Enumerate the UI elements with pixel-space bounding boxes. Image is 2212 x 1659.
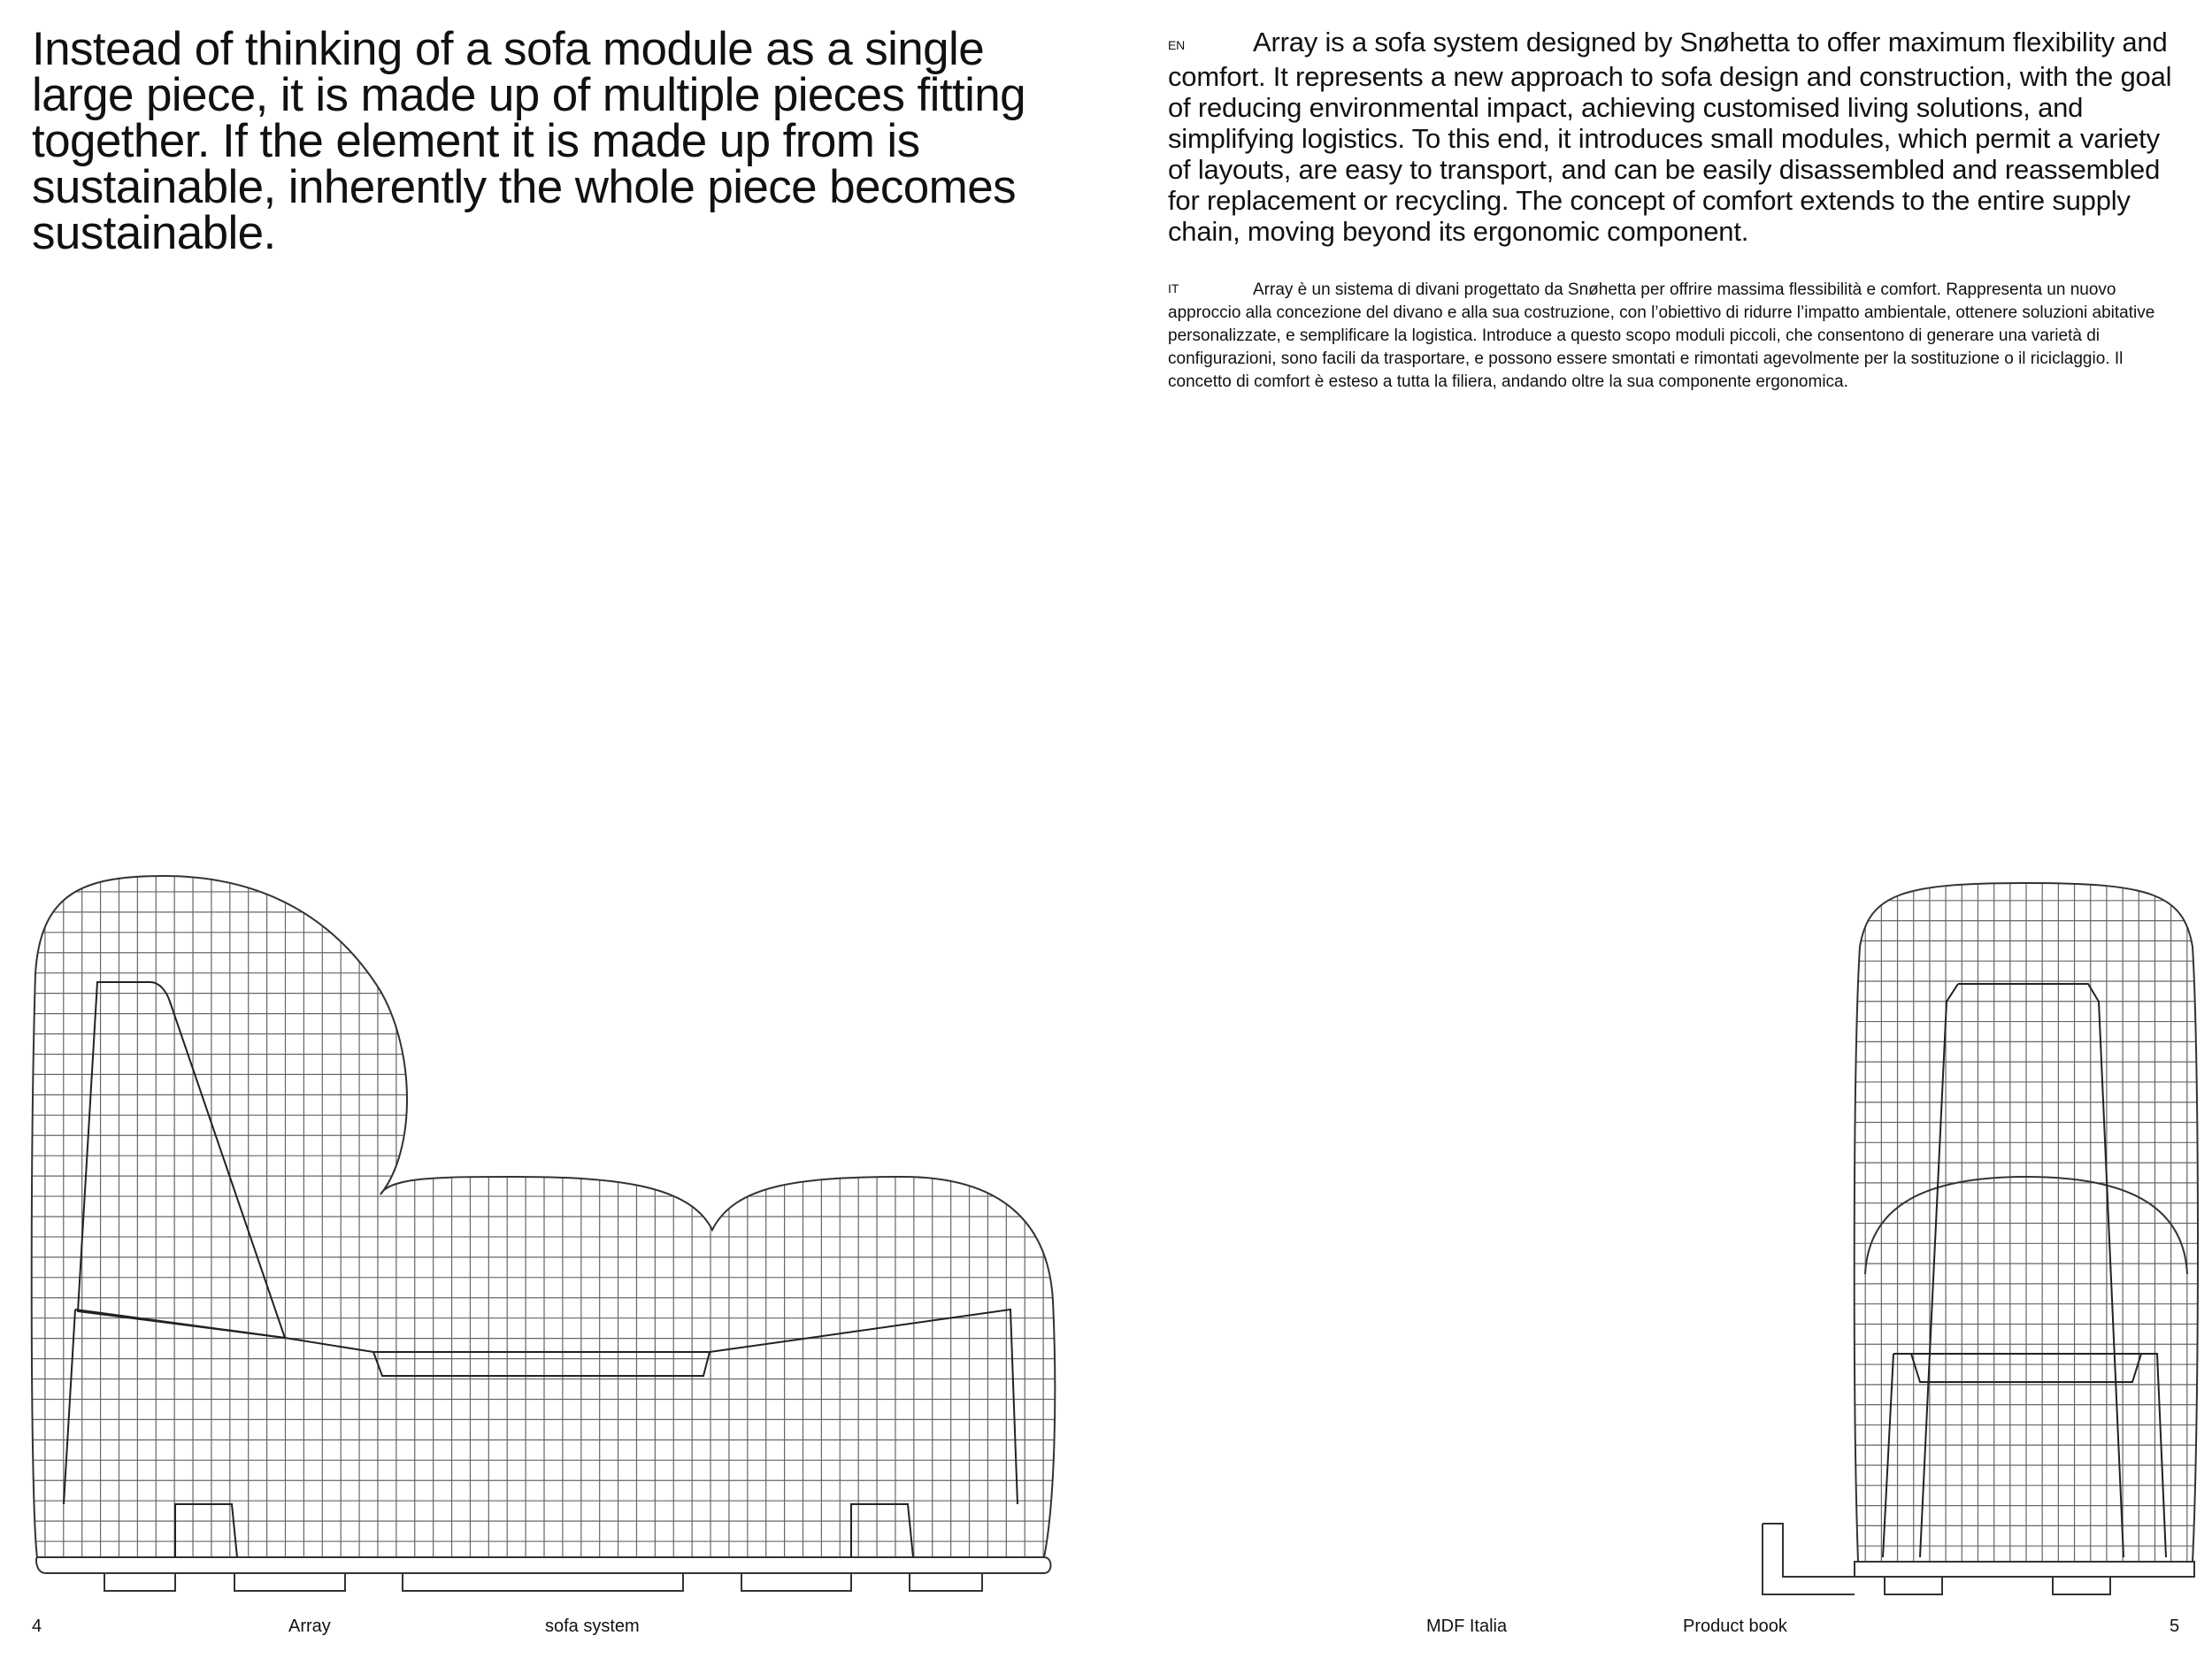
footer-book: Product book: [1683, 1617, 1787, 1636]
front-view-mesh: [27, 872, 1062, 1562]
footer-category: sofa system: [545, 1617, 640, 1636]
language-label-en: EN: [1168, 38, 1186, 52]
front-view-frame: [64, 982, 1018, 1557]
page-number-right: 5: [2170, 1617, 2180, 1636]
page-number-left: 4: [32, 1617, 42, 1636]
side-view-frame: [1883, 984, 2166, 1557]
front-view-outline: [32, 876, 1056, 1591]
footer-product: Array: [288, 1617, 331, 1636]
footer-brand: MDF Italia: [1426, 1617, 1508, 1636]
language-label-it: IT: [1168, 281, 1179, 296]
italian-text: Array è un sistema di divani progettato da Snøhetta per offrire massima flessibilità e comfort. Rappresenta un nuovo approccio alla concezione del divano e alla sua costruzione, con l’obiettivo di ridurre l’impatto ambientale, ottenere soluzioni abitative personalizzate, e semplificare la logistica. Introduce a questo scopo moduli piccoli, che consentono di generare una varietà di configurazioni, sono facili da trasportare, e possono essere smontati e rimontati agevolmente per la sostituzione o il riciclaggio. Il concetto di comfort è esteso a tutta la filiera, andando oltre la sua componente ergonomica.: [1168, 280, 2155, 391]
english-text: Array is a sofa system designed by Snøhetta to offer maximum flexibility and comfort. It represents a new approach to sofa design and construction, with the goal of reducing environmental impact, achieving customised living solutions, and simplifying logistics. To this end, it introduces small modules, which permit a variety of layouts, are easy to transport, and can be easily disassembled and reassembled for replacement or recycling. The concept of comfort extends to the entire supply chain, moving beyond its ergonomic component.: [1168, 27, 2172, 247]
pull-quote: Instead of thinking of a sofa module as a single large piece, it is made up of multiple pieces fitting together. If the element it is made up from is sustainable, inherently the whole piece becomes sustainable.: [32, 23, 1026, 259]
side-view-outline: [1763, 883, 2198, 1594]
